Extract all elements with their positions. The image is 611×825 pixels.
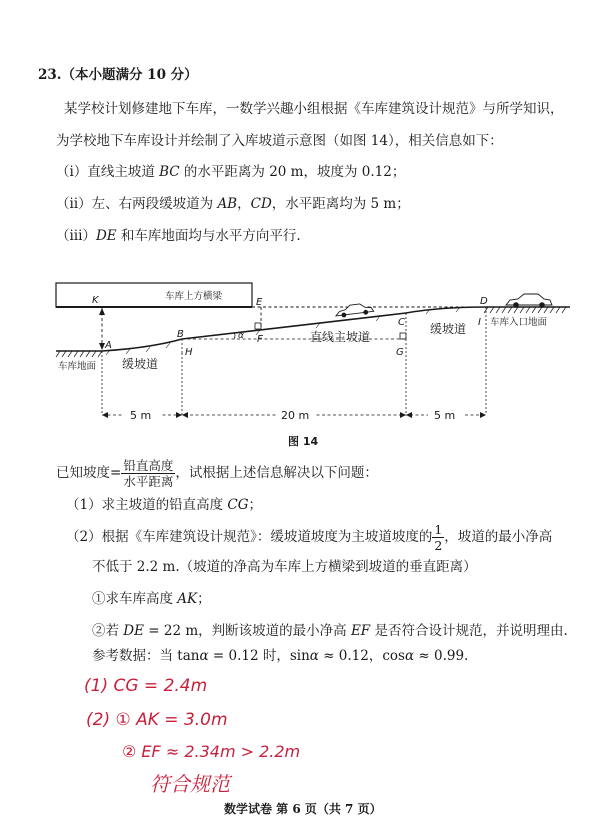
dim-mid-label: 20 m	[281, 409, 310, 422]
ramp-BC	[182, 313, 406, 339]
point-D: D	[480, 296, 488, 307]
condition-2-sep: ，	[237, 196, 251, 212]
point-G: G	[396, 347, 404, 358]
question-2-2-text-c: 是否符合设计规范，并说明理由.	[370, 623, 568, 639]
figure-caption: 图 14	[288, 435, 319, 448]
dim-arrow-2	[176, 412, 182, 418]
dim-arrow-1	[102, 412, 108, 418]
floor-hatching	[56, 351, 102, 357]
left-gentle-ramp-label: 缓坡道	[122, 357, 159, 371]
alpha-label: α	[238, 331, 244, 341]
question-2-fraction	[432, 522, 444, 553]
condition-3-text-a: （ⅲ）	[56, 228, 96, 244]
dim-arrow-6	[480, 412, 486, 418]
question-2-fraction-denominator: 2	[434, 538, 443, 553]
handwritten-answer-4: 符合规范	[150, 772, 230, 796]
condition-3	[56, 227, 301, 245]
arrow-K	[99, 308, 105, 315]
question-2-line1	[66, 521, 552, 553]
condition-2-text-b: ，水平距离均为 5 m；	[271, 196, 410, 212]
question-2-2-text-a: ②若	[92, 623, 124, 639]
reference-text-b: = 0.12 时，sin	[208, 648, 310, 664]
question-2-1-var: AK	[177, 591, 198, 607]
problem-header: 23.（本小题满分 10 分）	[38, 67, 198, 83]
beam-label: 车库上方横梁	[165, 291, 223, 302]
page-footer: 数学试卷 第 6 页（共 7 页）	[224, 802, 382, 816]
question-2-2-var2: EF	[350, 623, 371, 639]
reference-alpha-1: α	[199, 648, 209, 664]
question-2-1-text-a: ①求车库高度	[92, 591, 178, 607]
right-angle-G	[400, 333, 406, 339]
alpha-angle-arc	[234, 333, 235, 339]
car-on-ramp-icon	[335, 302, 374, 318]
point-E: E	[256, 297, 263, 308]
car-at-entrance-icon	[506, 294, 552, 308]
slope-fraction	[121, 458, 175, 489]
problem-intro-line1: 某学校计划修建地下车库，一数学兴趣小组根据《车库建筑设计规范》与所学知识，	[64, 101, 564, 117]
reference-alpha-3: α	[404, 648, 415, 664]
point-A: A	[105, 340, 112, 351]
question-2-line2: 不低于 2.2 m.（坡道的净高为车库上方横梁到坡道的垂直距离）	[92, 559, 477, 575]
question-2-1-text-b: ；	[197, 591, 211, 607]
question-2-2	[92, 622, 568, 640]
right-gentle-ramp-label: 缓坡道	[430, 322, 467, 336]
reference-text-d: ≈ 0.99.	[414, 648, 469, 664]
slope-fraction-numerator: 铅直高度	[123, 458, 174, 473]
point-H: H	[185, 347, 193, 358]
question-2-1	[92, 590, 211, 608]
condition-2	[56, 195, 410, 213]
condition-3-text-b: 和车库地面均与水平方向平行.	[116, 228, 301, 244]
question-2-2-text-b: = 22 m，判断该坡道的最小净高	[143, 623, 351, 639]
dim-left-label: 5 m	[130, 409, 152, 422]
handwritten-answer-1: (1) CG = 2.4m	[84, 676, 208, 696]
right-angle-F	[255, 323, 261, 329]
reference-text-a: 参考数据：当 tan	[92, 648, 200, 664]
question-2-text-a: （2）根据《车库建筑设计规范》：缓坡道坡度为主坡道坡度的	[66, 529, 433, 545]
question-2-text-b: ，坡道的最小净高	[444, 529, 553, 545]
dim-right-label: 5 m	[434, 409, 456, 422]
entrance-hatching	[484, 307, 566, 313]
condition-1-var: BC	[159, 164, 180, 180]
condition-2-text-a: （ⅱ）左、右两段缓坡道为	[56, 196, 218, 212]
question-1	[66, 496, 262, 514]
condition-2-var2: CD	[250, 196, 272, 212]
dim-arrow-3	[182, 412, 188, 418]
question-1-text-a: （1）求主坡道的铅直高度	[66, 497, 228, 513]
reference-data	[92, 647, 468, 665]
point-I: I	[478, 317, 481, 328]
point-K: K	[92, 295, 99, 306]
figure-14-diagram	[0, 275, 611, 475]
question-1-var: CG	[227, 497, 249, 513]
condition-1-text-b: 的水平距离为 20 m，坡度为 0.12；	[179, 164, 406, 180]
main-ramp-label: 直线主坡道	[310, 330, 371, 344]
dim-arrow-5	[406, 412, 412, 418]
condition-1-text-a: （ⅰ）直线主坡道	[56, 164, 160, 180]
condition-1	[56, 163, 405, 181]
slope-def-suffix: ，试根据上述信息解决以下问题：	[175, 465, 378, 481]
point-B: B	[177, 329, 184, 340]
condition-3-var: DE	[95, 228, 117, 244]
garage-beam	[56, 283, 252, 307]
slope-def-prefix: 已知坡度=	[56, 465, 122, 481]
garage-floor-label: 车库地面	[58, 361, 97, 372]
reference-text-c: ≈ 0.12，cos	[318, 648, 405, 664]
ramp-underside-hatching	[106, 307, 460, 355]
point-C: C	[398, 317, 405, 328]
slope-fraction-denominator: 水平距离	[123, 474, 174, 489]
question-2-2-var: DE	[123, 623, 144, 639]
question-1-text-b: ；	[248, 497, 263, 513]
dim-arrow-4	[400, 412, 406, 418]
reference-alpha-2: α	[309, 648, 319, 664]
condition-2-var1: AB	[217, 196, 238, 212]
ramp-AB	[102, 339, 182, 351]
handwritten-answer-2: (2) ① AK = 3.0m	[86, 710, 228, 730]
point-F: F	[257, 334, 263, 345]
problem-intro-line2: 为学校地下车库设计并绘制了入库坡道示意图（如图 14），相关信息如下：	[56, 133, 503, 149]
ramp-CD	[406, 307, 486, 313]
handwritten-answer-3: ② EF ≈ 2.34m > 2.2m	[122, 742, 301, 761]
slope-definition	[56, 456, 378, 490]
entrance-label: 车库入口地面	[490, 317, 548, 328]
question-2-fraction-numerator: 1	[434, 522, 443, 537]
